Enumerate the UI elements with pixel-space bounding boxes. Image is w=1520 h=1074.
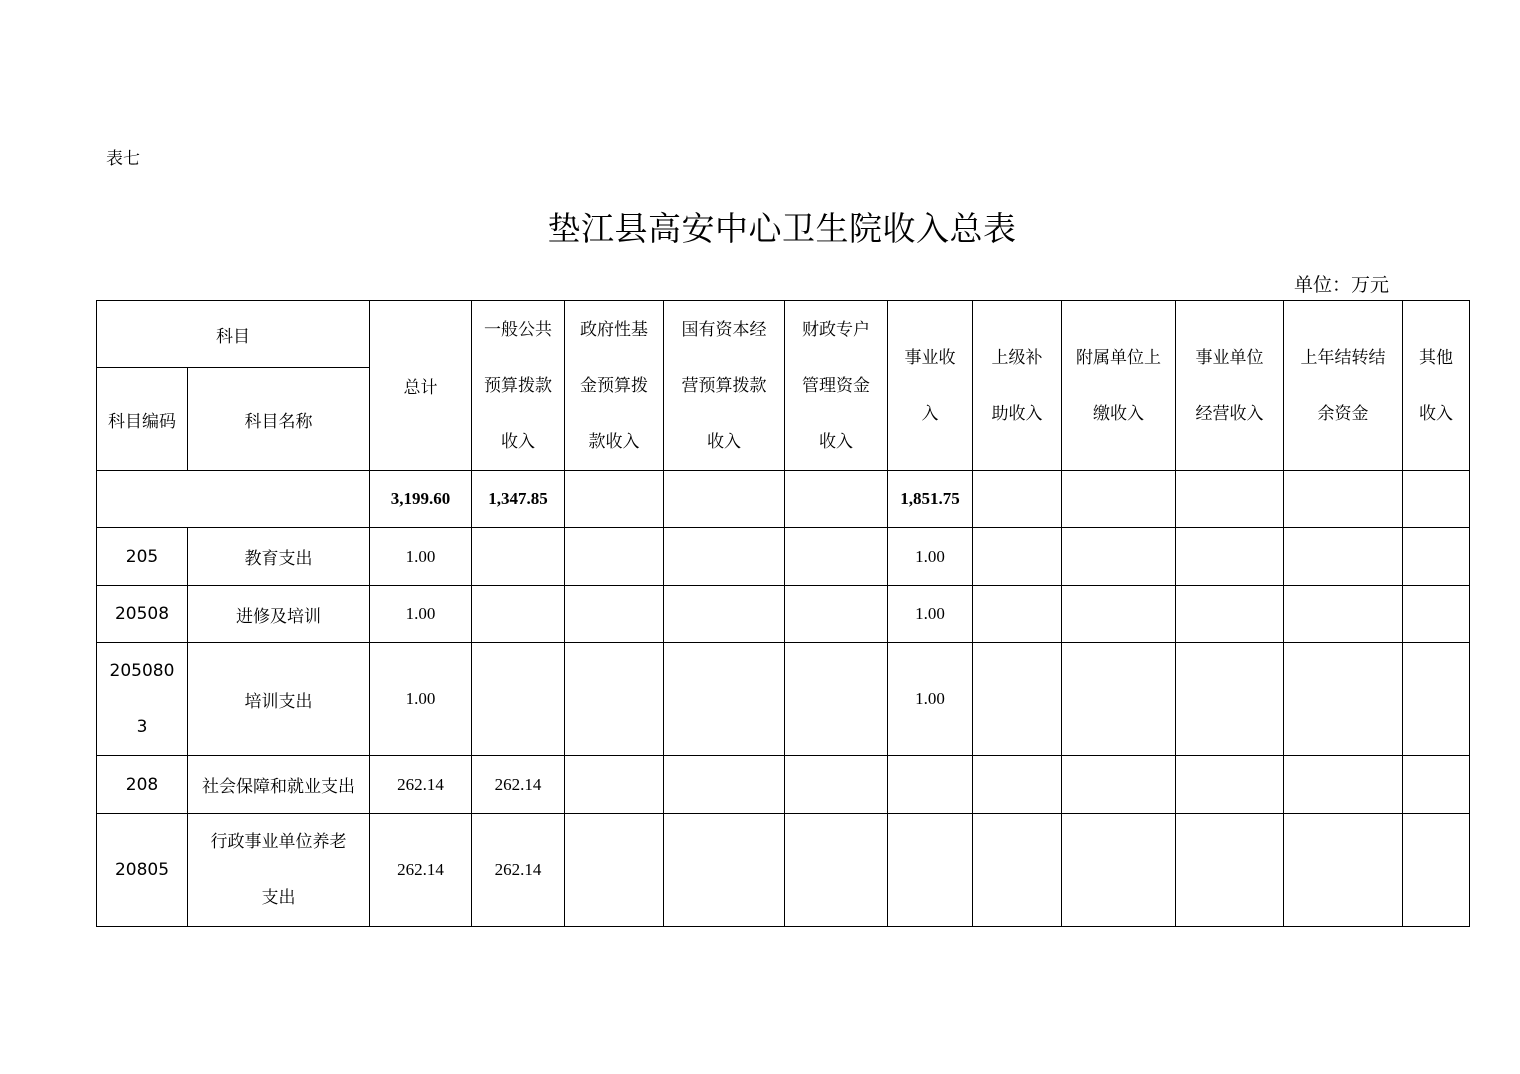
row-superior-subsidy [973,528,1062,586]
row-business-income: 1.00 [888,643,973,756]
row-name [188,814,370,927]
row-other-income [1403,814,1470,927]
row-state-capital [664,643,785,756]
header-state-capital-text: 国有资本经营预算拨款收入 [681,319,767,452]
header-operating-income-text: 事业单位经营收入 [1195,347,1264,424]
row-business-income [888,814,973,927]
total-row-business-income: 1,851.75 [888,471,973,528]
row-affiliated-income [1062,814,1176,927]
total-row-superior-subsidy [973,471,1062,528]
row-fiscal-special [785,814,888,927]
row-other-income [1403,528,1470,586]
row-name: 教育支出 [188,528,370,586]
row-state-capital [664,528,785,586]
header-affiliated-income-text: 附属单位上缴收入 [1076,347,1161,424]
header-subject: 科目 [97,301,370,368]
row-general-budget [472,528,565,586]
total-row [97,471,1470,528]
row-carryover [1284,814,1403,927]
row-carryover [1284,528,1403,586]
row-total: 262.14 [370,756,472,814]
row-total: 262.14 [370,814,472,927]
row-other-income [1403,586,1470,643]
row-state-capital [664,586,785,643]
row-total: 1.00 [370,528,472,586]
total-row-operating-income [1176,471,1284,528]
row-gov-fund [565,756,664,814]
row-gov-fund [565,643,664,756]
table-row [97,814,1470,927]
header-operating-income [1176,301,1284,471]
row-gov-fund [565,528,664,586]
header-carryover-text: 上年结转结余资金 [1300,347,1386,424]
table-row [97,528,1470,586]
row-carryover [1284,586,1403,643]
row-code [97,643,188,756]
row-operating-income [1176,643,1284,756]
income-summary-table [96,300,1470,927]
row-affiliated-income [1062,586,1176,643]
header-business-income-text: 事业收入 [904,347,956,424]
row-carryover [1284,643,1403,756]
row-superior-subsidy [973,643,1062,756]
unit-label: 单位：万元 [1294,275,1390,296]
header-fiscal-special [785,301,888,471]
row-code-text: 2050803 [109,661,175,737]
row-total: 1.00 [370,586,472,643]
row-operating-income [1176,528,1284,586]
total-row-fiscal-special [785,471,888,528]
total-row-label [97,471,370,528]
row-gov-fund [565,586,664,643]
header-gov-fund [565,301,664,471]
row-code: 208 [97,756,188,814]
row-general-budget: 262.14 [472,756,565,814]
row-carryover [1284,756,1403,814]
header-general-budget-text: 一般公共预算拨款收入 [484,319,552,452]
total-row-total: 3,199.60 [370,471,472,528]
total-row-general-budget: 1,347.85 [472,471,565,528]
table-row [97,643,1470,756]
row-superior-subsidy [973,814,1062,927]
table-label: 表七 [106,149,140,169]
row-affiliated-income [1062,756,1176,814]
row-operating-income [1176,814,1284,927]
row-code: 20805 [97,814,188,927]
header-total: 总计 [370,301,472,471]
row-affiliated-income [1062,643,1176,756]
header-business-income [888,301,973,471]
row-general-budget [472,586,565,643]
row-operating-income [1176,756,1284,814]
row-other-income [1403,756,1470,814]
row-other-income [1403,643,1470,756]
row-fiscal-special [785,756,888,814]
row-superior-subsidy [973,586,1062,643]
row-total: 1.00 [370,643,472,756]
header-state-capital [664,301,785,471]
table-row [97,586,1470,643]
header-gov-fund-text: 政府性基金预算拨款收入 [580,319,648,452]
total-row-affiliated-income [1062,471,1176,528]
row-general-budget [472,643,565,756]
header-carryover [1284,301,1403,471]
header-subject-code: 科目编码 [97,368,188,471]
row-code: 205 [97,528,188,586]
header-other-income-text: 其他收入 [1419,347,1453,424]
table-row [97,756,1470,814]
row-operating-income [1176,586,1284,643]
header-superior-subsidy [973,301,1062,471]
row-state-capital [664,756,785,814]
row-name-text: 行政事业单位养老支出 [210,832,347,908]
header-fiscal-special-text: 财政专户管理资金收入 [802,319,870,452]
row-superior-subsidy [973,756,1062,814]
row-general-budget: 262.14 [472,814,565,927]
header-other-income [1403,301,1470,471]
header-general-budget [472,301,565,471]
row-name: 进修及培训 [188,586,370,643]
row-affiliated-income [1062,528,1176,586]
row-business-income: 1.00 [888,528,973,586]
total-row-other-income [1403,471,1470,528]
total-row-gov-fund [565,471,664,528]
document-title: 垫江县高安中心卫生院收入总表 [547,209,1017,248]
row-fiscal-special [785,528,888,586]
row-name: 社会保障和就业支出 [188,756,370,814]
total-row-carryover [1284,471,1403,528]
row-gov-fund [565,814,664,927]
row-fiscal-special [785,643,888,756]
total-row-state-capital [664,471,785,528]
row-fiscal-special [785,586,888,643]
header-row-1 [97,301,1470,368]
row-state-capital [664,814,785,927]
row-name: 培训支出 [188,643,370,756]
header-subject-name: 科目名称 [188,368,370,471]
row-code: 20508 [97,586,188,643]
header-superior-subsidy-text: 上级补助收入 [991,347,1043,424]
header-affiliated-income [1062,301,1176,471]
row-business-income: 1.00 [888,586,973,643]
row-business-income [888,756,973,814]
